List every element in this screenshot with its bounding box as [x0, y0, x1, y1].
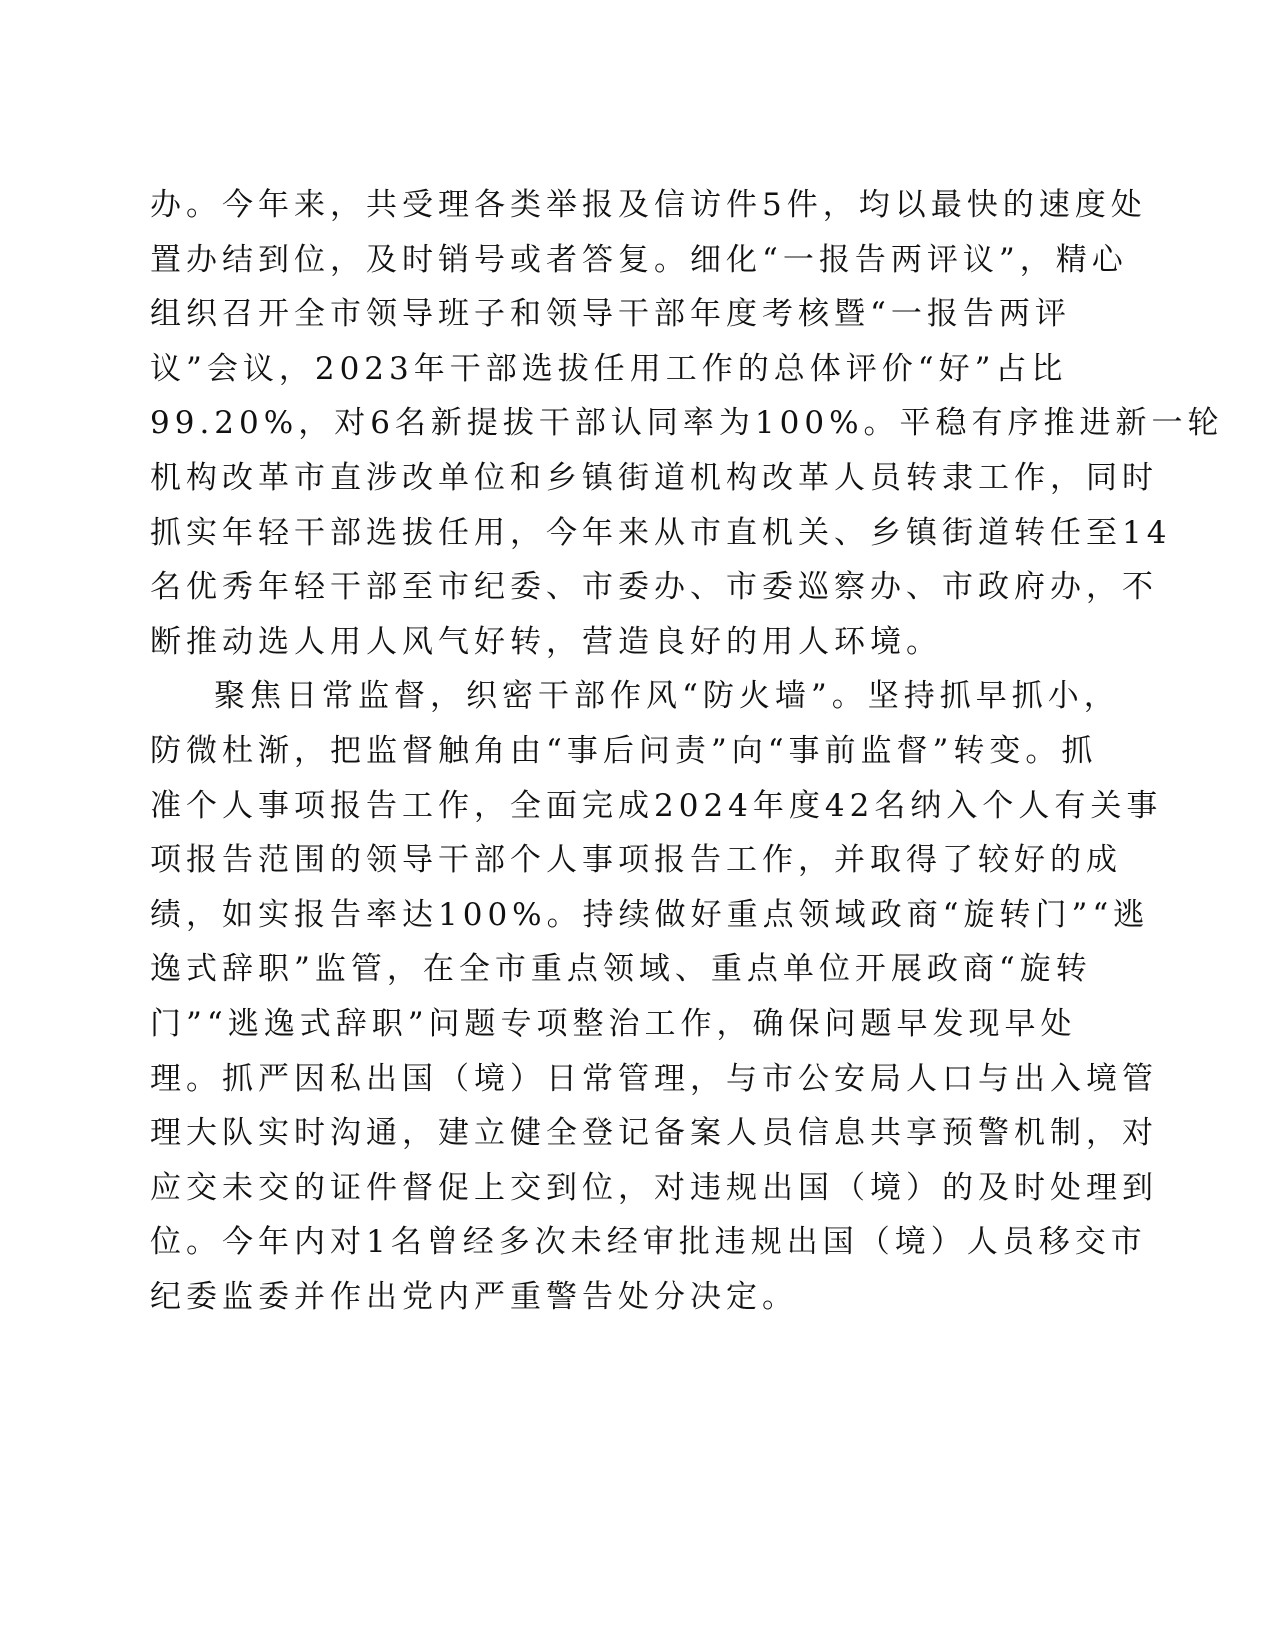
text-line: 置办结到位，及时销号或者答复。细化“一报告两评议”，精心	[150, 241, 1128, 278]
text-line: 办。今年来，共受理各类举报及信访件5件，均以最快的速度处	[150, 187, 1147, 223]
text-line: 机构改革市直涉改单位和乡镇街道机构改革人员转隶工作，同时	[150, 459, 1158, 496]
paragraph-start-line: 聚焦日常监督，织密干部作风“防火墙”。坚持抓早抓小，	[214, 678, 1120, 715]
text-line: 议”会议，2023年干部选拔任用工作的总体评价“好”占比	[150, 350, 1068, 387]
text-line: 名优秀年轻干部至市纪委、市委办、市委巡察办、市政府办，不	[150, 569, 1158, 606]
text-line: 理。抓严因私出国（境）日常管理，与市公安局人口与出入境管	[150, 1060, 1158, 1097]
text-line: 应交未交的证件督促上交到位，对违规出国（境）的及时处理到	[150, 1169, 1158, 1206]
text-line: 门”“逃逸式辞职”问题专项整治工作，确保问题早发现早处	[150, 1005, 1077, 1042]
text-line: 准个人事项报告工作，全面完成2024年度42名纳入个人有关事	[150, 787, 1163, 824]
text-line: 抓实年轻干部选拔任用，今年来从市直机关、乡镇街道转任至14	[150, 514, 1172, 551]
text-line: 项报告范围的领导干部个人事项报告工作，并取得了较好的成	[150, 842, 1122, 879]
text-line: 理大队实时沟通，建立健全登记备案人员信息共享预警机制，对	[150, 1115, 1158, 1152]
text-line: 断推动选人用人风气好转，营造良好的用人环境。	[150, 623, 942, 660]
text-line: 位。今年内对1名曾经多次未经审批违规出国（境）人员移交市	[150, 1224, 1147, 1261]
text-line: 组织召开全市领导班子和领导干部年度考核暨“一报告两评	[150, 296, 1071, 333]
text-line: 防微杜渐，把监督触角由“事后问责”向“事前监督”转变。抓	[150, 732, 1098, 769]
text-line: 纪委监委并作出党内严重警告处分决定。	[150, 1278, 798, 1315]
text-line: 逸式辞职”监管，在全市重点领域、重点单位开展政商“旋转	[150, 951, 1092, 988]
text-line: 99.20%，对6名新提拔干部认同率为100%。平稳有序推进新一轮	[150, 405, 1224, 442]
text-line: 绩，如实报告率达100%。持续做好重点领域政商“旋转门”“逃	[150, 896, 1150, 933]
body-text	[150, 178, 1224, 1324]
